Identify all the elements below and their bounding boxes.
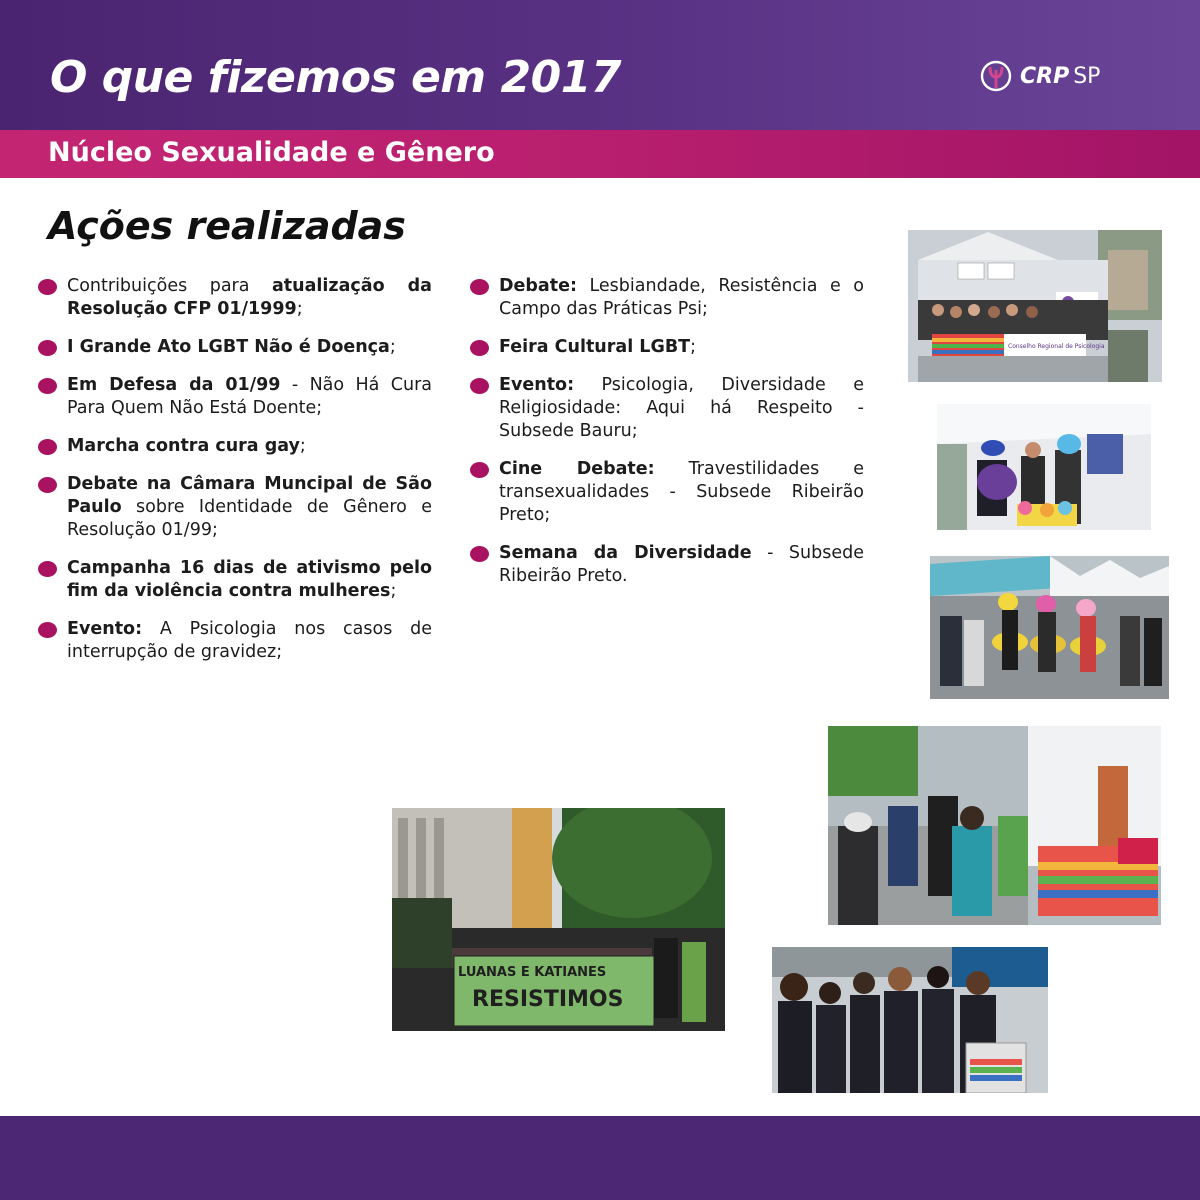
- right-action-item: [470, 458, 864, 527]
- psi-logo-icon: [978, 58, 1014, 94]
- bullet-icon: [38, 279, 57, 295]
- tent-banner-text: Conselho Regional de Psicologia: [1008, 343, 1105, 350]
- photo-crp-tent: [908, 230, 1162, 382]
- right-action-item: [470, 542, 864, 588]
- left-action-item: [38, 275, 432, 321]
- photo-costumes: [937, 404, 1151, 530]
- bullet-icon: [470, 279, 489, 295]
- bullet-icon: [38, 340, 57, 356]
- action-item-bold-text: Evento:: [499, 375, 575, 395]
- bullet-icon: [470, 378, 489, 394]
- page-title: O que fizemos em 2017: [50, 52, 621, 103]
- action-item-text: Travestilidades e transexualidades - Subsede Ribeirão Preto;: [499, 459, 864, 525]
- right-action-item: [470, 275, 864, 321]
- action-item-text: ;: [296, 299, 303, 319]
- bullet-icon: [38, 378, 57, 394]
- action-item-text: ;: [390, 581, 397, 601]
- bullet-icon: [38, 561, 57, 577]
- logo-region: SP: [1073, 63, 1101, 89]
- photo-booth-visitors: [828, 726, 1161, 925]
- footer-band: [0, 1116, 1200, 1200]
- action-item-bold-text: Marcha contra cura gay: [67, 436, 300, 456]
- left-action-item: [38, 557, 432, 603]
- right-action-item: [470, 336, 864, 359]
- action-item-bold-text: Semana da Diversidade: [499, 543, 752, 563]
- crp-logo: [978, 58, 1100, 94]
- action-item-text: Lesbiandade, Resistência e o Campo das Práticas Psi;: [499, 276, 864, 319]
- left-action-item: [38, 473, 432, 542]
- bullet-icon: [470, 340, 489, 356]
- action-item-bold-text: Evento:: [67, 619, 143, 639]
- bullet-icon: [470, 546, 489, 562]
- action-item-bold-text: atualização da Resolução CFP 01/1999: [67, 276, 432, 319]
- left-action-item: [38, 618, 432, 664]
- photo-march: [392, 808, 725, 1031]
- photo-group: [772, 947, 1048, 1093]
- action-item-bold-text: Campanha 16 dias de ativismo pelo fim da violência contra mulheres: [67, 558, 432, 601]
- left-action-item: [38, 336, 432, 359]
- action-item-bold-text: Cine Debate:: [499, 459, 655, 479]
- action-item-text: ;: [389, 337, 396, 357]
- action-item-text: Contribuições para: [67, 276, 272, 296]
- action-item-bold-text: Debate na Câmara Muncipal de São Paulo: [67, 474, 432, 517]
- action-item-bold-text: Feira Cultural LGBT: [499, 337, 691, 357]
- actions-list-left: [38, 275, 432, 679]
- section-title: Ações realizadas: [48, 204, 406, 248]
- bullet-icon: [38, 477, 57, 493]
- logo-brand: CRP: [1020, 63, 1070, 89]
- bullet-icon: [470, 462, 489, 478]
- action-item-text: A Psicologia nos casos de interrupção de gravidez;: [67, 619, 432, 662]
- action-item-text: - Subsede Ribeirão Preto.: [499, 543, 864, 586]
- action-item-bold-text: Em Defesa da 01/99: [67, 375, 281, 395]
- photo-performers: [930, 556, 1169, 699]
- action-item-text: Psicologia, Diversidade e Religiosidade: Aqui há Respeito - Subsede Bauru;: [499, 375, 864, 441]
- actions-list-right: [470, 275, 864, 603]
- march-banner-main: RESISTIMOS: [472, 987, 624, 1012]
- left-action-item: [38, 374, 432, 420]
- bullet-icon: [38, 439, 57, 455]
- action-item-bold-text: I Grande Ato LGBT Não é Doença: [67, 337, 390, 357]
- bullet-icon: [38, 622, 57, 638]
- action-item-bold-text: Debate:: [499, 276, 577, 296]
- action-item-text: - Não Há Cura Para Quem Não Está Doente;: [67, 375, 432, 418]
- action-item-text: sobre Identidade de Gênero e Resolução 01/99;: [67, 497, 432, 540]
- crp-logo-text: [1020, 64, 1100, 89]
- page-subtitle: Núcleo Sexualidade e Gênero: [48, 137, 495, 168]
- action-item-text: ;: [299, 436, 306, 456]
- march-banner-top: LUANAS E KATIANES: [458, 965, 607, 980]
- left-action-item: [38, 435, 432, 458]
- action-item-text: ;: [690, 337, 696, 357]
- right-action-item: [470, 374, 864, 443]
